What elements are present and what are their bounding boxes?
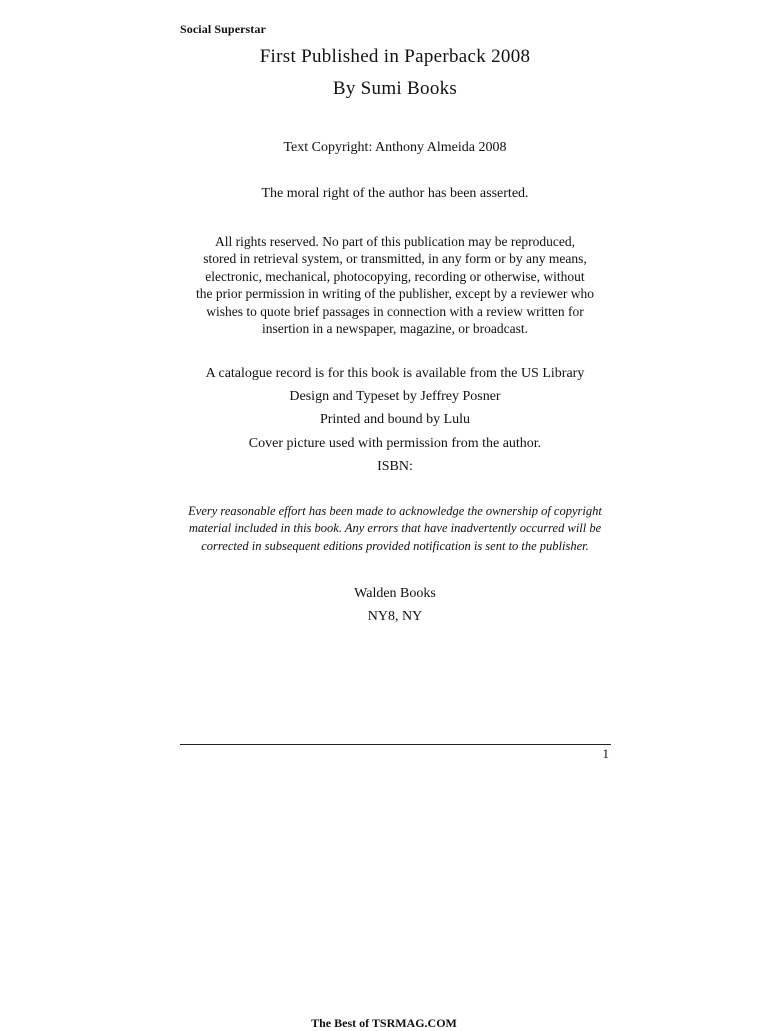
disclaimer-line: Every reasonable effort has been made to acknowledge the ownership of copyright xyxy=(188,504,602,518)
disclaimer-line: corrected in subsequent editions provided notification is sent to the publisher. xyxy=(201,538,589,553)
publisher-address xyxy=(180,582,610,628)
footer-divider xyxy=(180,744,611,745)
isbn-line: ISBN: xyxy=(377,458,413,474)
publication-line: First Published in Paperback 2008 xyxy=(259,46,531,67)
cover-picture-line: Cover picture used with permission from the author. xyxy=(248,435,542,451)
publisher-name: Walden Books xyxy=(354,586,436,601)
design-typeset-line: Design and Typeset by Jeffrey Posner xyxy=(289,389,501,405)
printed-bound-line: Printed and bound by Lulu xyxy=(319,412,471,428)
page-number: 1 xyxy=(602,746,609,761)
publisher-line: By Sumi Books xyxy=(332,78,458,99)
disclaimer-line: material included in this book. Any errors that have inadvertently occurred will be xyxy=(188,521,602,536)
book-info-block xyxy=(180,362,610,478)
bottom-banner: The Best of TSRMAG.COM xyxy=(311,1016,457,1030)
catalogue-record-line: A catalogue record is for this book is available from the US Library xyxy=(205,366,585,381)
rights-reserved-paragraph xyxy=(180,233,610,337)
moral-right-statement: The moral right of the author has been asserted. xyxy=(261,186,529,201)
rights-line: electronic, mechanical, photocopying, recording or otherwise, without xyxy=(205,268,585,284)
running-header-title: Social Superstar xyxy=(180,22,266,36)
rights-line: wishes to quote brief passages in connection with a review written for xyxy=(206,303,584,319)
rights-line: insertion in a newspaper, magazine, or broadcast. xyxy=(262,321,528,337)
copyright-notice: Text Copyright: Anthony Almeida 2008 xyxy=(283,140,507,155)
rights-line: the prior permission in writing of the publisher, except by a reviewer who xyxy=(196,286,594,302)
rights-line: stored in retrieval system, or transmitted, in any form or by any means, xyxy=(203,251,587,267)
disclaimer-paragraph xyxy=(180,503,610,555)
publisher-location: NY8, NY xyxy=(367,609,423,624)
rights-line: All rights reserved. No part of this publication may be reproduced, xyxy=(215,234,575,249)
